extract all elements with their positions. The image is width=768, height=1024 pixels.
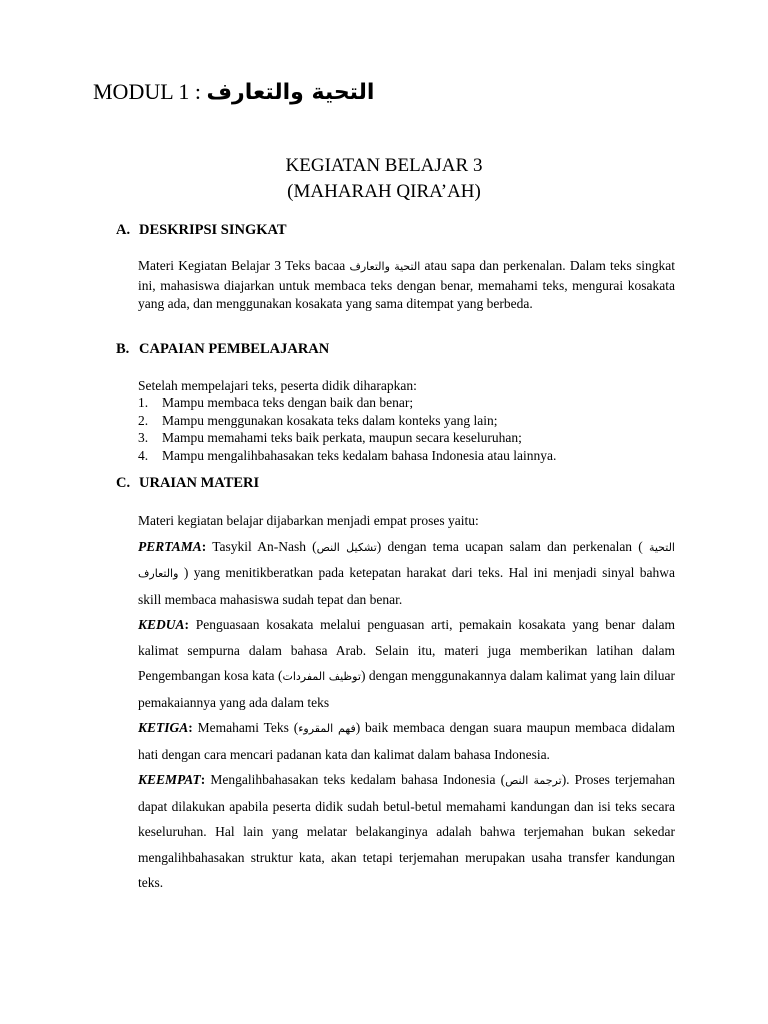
keempat-colon: : [200, 772, 206, 787]
kedua-text-2: ) dengan menggunakannya dalam kalimat yang lain diluar pemakaiannya yang ada dalam teks [138, 668, 676, 710]
section-b-title: CAPAIAN PEMBELAJARAN [139, 341, 330, 357]
keempat-arabic-1: ترجمة النص [505, 774, 562, 787]
activity-subtitle: (MAHARAH QIRA’AH) [287, 181, 481, 202]
kedua-paragraph [138, 612, 675, 715]
section-c-body [138, 508, 675, 896]
ketiga-label: KETIGA [138, 720, 189, 735]
section-b-intro: Setelah mempelajari teks, peserta didik diharapkan: [138, 378, 417, 393]
ketiga-arabic-1: فهم المقروء [298, 722, 356, 735]
pertama-text-2: ) dengan tema ucapan salam dan perkenalan ( [376, 538, 649, 554]
ketiga-paragraph [138, 715, 675, 767]
section-c-title: URAIAN MATERI [139, 475, 260, 491]
section-b-letter: B. [116, 341, 130, 357]
section-b-heading [116, 340, 329, 358]
list-item-number: 2. [138, 412, 149, 428]
module-arabic-title: التحية والتعارف [206, 80, 375, 105]
module-label: MODUL 1 [93, 79, 190, 104]
list-item-text: Mampu membaca teks dengan baik dan benar; [162, 395, 414, 410]
keempat-text-2: ). Proses terjemahan dapat dilakukan apabila peserta didik sudah betul-betul memahami kandungan dan isi teks secara keseluruhan. Hal lain yang melatar belakanginya adalah bahwa terjemahan bukan sekedar mengalihbahasakan struktur kata, akan tetapi terjemahan merupakan usaha transfer kandungan teks. [138, 772, 675, 890]
module-colon: : [194, 79, 201, 104]
kedua-arabic-1: توظيف المفردات [282, 670, 361, 683]
module-title [93, 78, 374, 107]
section-a-paragraph [138, 257, 675, 314]
ketiga-text-1: Memahami Teks ( [192, 720, 299, 735]
activity-title: KEGIATAN BELAJAR 3 [285, 155, 483, 176]
list-item [138, 429, 556, 447]
list-item-number: 1. [138, 395, 149, 410]
section-a-heading [116, 221, 287, 239]
kedua-label: KEDUA [138, 617, 185, 632]
list-item [138, 394, 556, 412]
keempat-label: KEEMPAT [138, 772, 201, 787]
section-a-text-after: atau sapa dan perkenalan. Dalam teks singkat ini, mahasiswa diajarkan untuk membaca teks dengan benar, memahami teks, mengurai kosakata yang ada, dan menggunakan kosakata yang sama ditempat yang berbeda. [138, 258, 676, 312]
kedua-text-1: Penguasaan kosakata melalui penguasan arti, pemakain kosakata yang benar dalam kalimat sempurna dalam bahasa Arab. Selain itu, materi juga memberikan latihan dalam Pengembangan kosa kata ( [138, 617, 675, 683]
keempat-paragraph [138, 767, 675, 896]
ketiga-text-2: ) baik membaca dengan suara maupun membaca didalam hati dengan cara mencari padanan kata dan kalimat dalam bahasa Indonesia. [138, 720, 675, 762]
learning-outcomes-list [138, 394, 556, 464]
section-a-arabic: التحية والتعارف [349, 260, 421, 273]
section-a-letter: A. [116, 222, 131, 238]
section-c-letter: C. [116, 475, 131, 491]
pertama-colon: : [201, 538, 207, 554]
list-item-number: 4. [138, 447, 149, 463]
pertama-text-3: ) yang menitikberatkan pada ketepatan harakat dari teks. Hal ini menjadi sinyal bahwa skill membaca mahasiswa sudah tepat dan benar. [138, 565, 675, 607]
list-item-text: Mampu menggunakan kosakata teks dalam konteks yang lain; [162, 412, 498, 428]
list-item-text: Mampu mengalihbahasakan teks kedalam bahasa Indonesia atau lainnya. [162, 447, 557, 463]
pertama-text-1: Tasykil An-Nash ( [206, 538, 317, 554]
keempat-text-1: Mengalihbahasakan teks kedalam bahasa Indonesia ( [205, 772, 506, 787]
section-a-title: DESKRIPSI SINGKAT [139, 222, 287, 238]
pertama-paragraph [138, 534, 675, 613]
section-c-heading [116, 474, 259, 492]
list-item [138, 447, 556, 465]
section-a-text-before: Materi Kegiatan Belajar 3 Teks bacaa [138, 258, 350, 273]
ketiga-colon: : [188, 720, 193, 735]
pertama-label: PERTAMA [138, 538, 202, 554]
section-c-intro: Materi kegiatan belajar dijabarkan menjadi empat proses yaitu: [138, 513, 479, 528]
pertama-arabic-1: تشكيل النص [316, 540, 377, 554]
list-item [138, 412, 556, 430]
list-item-number: 3. [138, 430, 149, 446]
list-item-text: Mampu memahami teks baik perkata, maupun secara keseluruhan; [162, 430, 522, 446]
pertama-arabic-2: التحية والتعارف [138, 540, 675, 580]
kedua-colon: : [184, 617, 190, 632]
